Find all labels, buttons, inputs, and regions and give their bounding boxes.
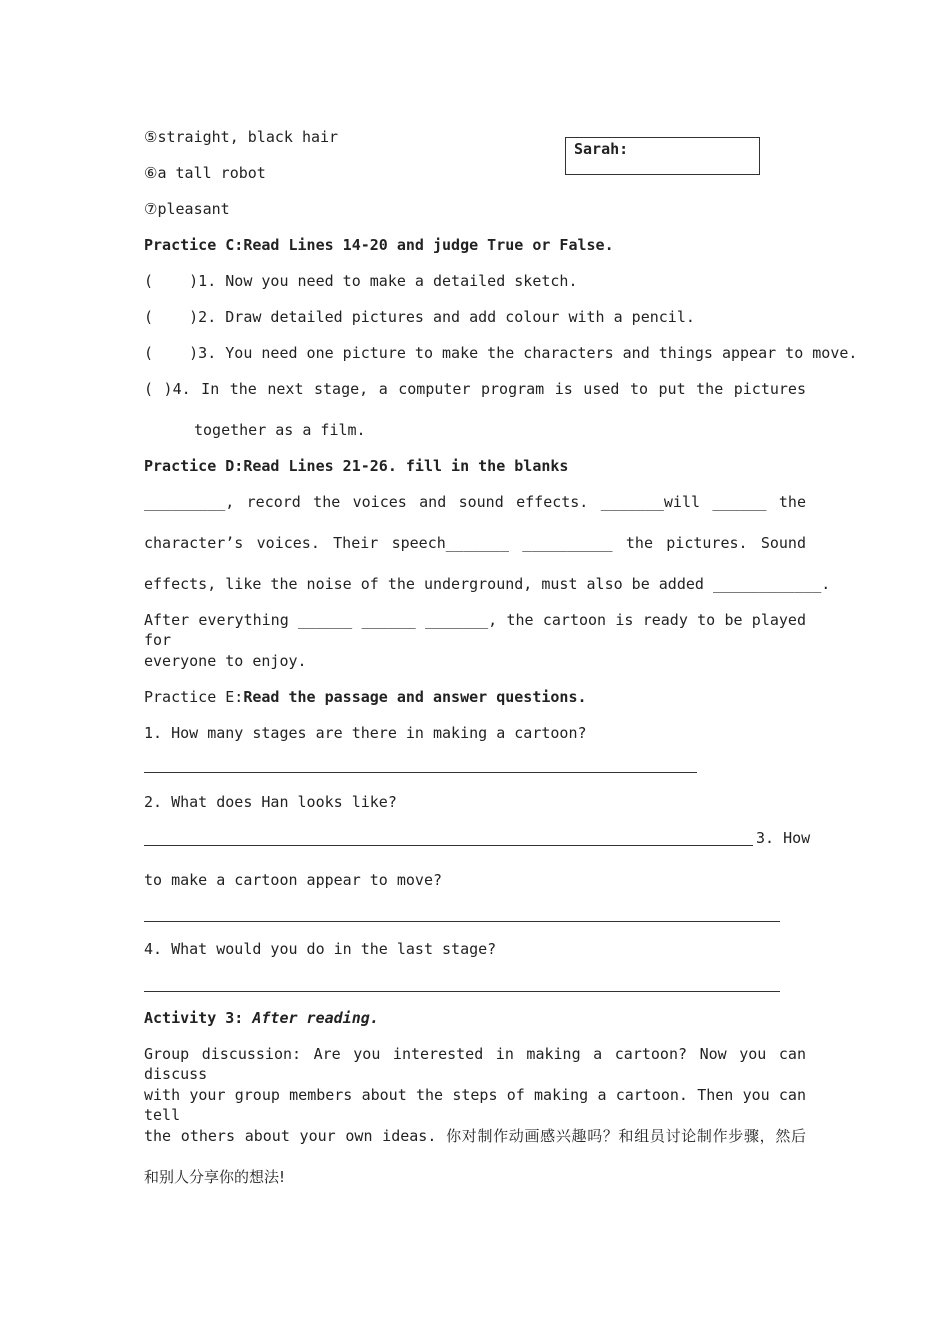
practice-d-line-2: character’s voices. Their speech_______ __________ the pictures. Sound — [144, 534, 806, 552]
activity-3-line-4: 和别人分享你的想法! — [144, 1168, 286, 1186]
practice-e-q3-continued: to make a cartoon appear to move? — [144, 871, 443, 889]
practice-c-q4-continued: together as a film. — [194, 421, 366, 439]
activity-3-heading-title: After reading. — [252, 1009, 379, 1027]
list-item-5: ⑤straight, black hair — [144, 128, 339, 146]
activity-3-line-1: Group discussion: Are you interested in making a cartoon? Now you can discuss — [144, 1045, 806, 1083]
activity-3-heading-prefix: Activity 3: — [144, 1009, 253, 1027]
sarah-label: Sarah: — [574, 140, 629, 158]
practice-d-heading: Practice D:Read Lines 21-26. fill in the blanks — [144, 457, 569, 475]
activity-3-line-3 — [144, 1126, 806, 1146]
sarah-answer-box[interactable] — [565, 137, 760, 175]
activity-3-line-3-chinese: 你对制作动画感兴趣吗？和组员讨论制作步骤，然后 — [446, 1127, 807, 1145]
list-item-6: ⑥a tall robot — [144, 164, 266, 182]
list-item-7: ⑦pleasant — [144, 200, 230, 218]
practice-c-q3: ( )3. You need one picture to make the characters and things appear to move. — [144, 344, 858, 362]
practice-e-heading-prefix: Practice E: — [144, 688, 244, 706]
practice-e-q4: 4. What would you do in the last stage? — [144, 940, 497, 958]
practice-e-q3-start: 3. How — [756, 829, 811, 847]
practice-e-heading — [144, 687, 587, 707]
practice-d-line-1: _________, record the voices and sound effects. _______will ______ the — [144, 493, 806, 511]
practice-c-heading: Practice C:Read Lines 14-20 and judge True or False. — [144, 236, 614, 254]
practice-e-heading-instruction: Read the passage and answer questions. — [243, 688, 587, 706]
practice-d-line-5: everyone to enjoy. — [144, 652, 307, 670]
activity-3-line-2: with your group members about the steps of making a cartoon. Then you can tell — [144, 1086, 806, 1124]
practice-c-q2: ( )2. Draw detailed pictures and add colour with a pencil. — [144, 308, 695, 326]
practice-d-line-4: After everything ______ ______ _______, the cartoon is ready to be played for — [144, 611, 806, 649]
practice-c-q1: ( )1. Now you need to make a detailed sketch. — [144, 272, 578, 290]
answer-line-3[interactable] — [144, 921, 780, 922]
answer-line-1[interactable] — [144, 772, 697, 773]
answer-line-2[interactable] — [144, 845, 753, 846]
practice-e-q2: 2. What does Han looks like? — [144, 793, 397, 811]
activity-3-heading — [144, 1008, 379, 1028]
activity-3-line-3-english: the others about your own ideas. — [144, 1127, 447, 1145]
practice-e-q1: 1. How many stages are there in making a cartoon? — [144, 724, 587, 742]
practice-c-q4: ( )4. In the next stage, a computer program is used to put the pictures — [144, 380, 806, 398]
answer-line-4[interactable] — [144, 991, 780, 992]
practice-d-line-3: effects, like the noise of the underground, must also be added ____________. — [144, 575, 831, 593]
